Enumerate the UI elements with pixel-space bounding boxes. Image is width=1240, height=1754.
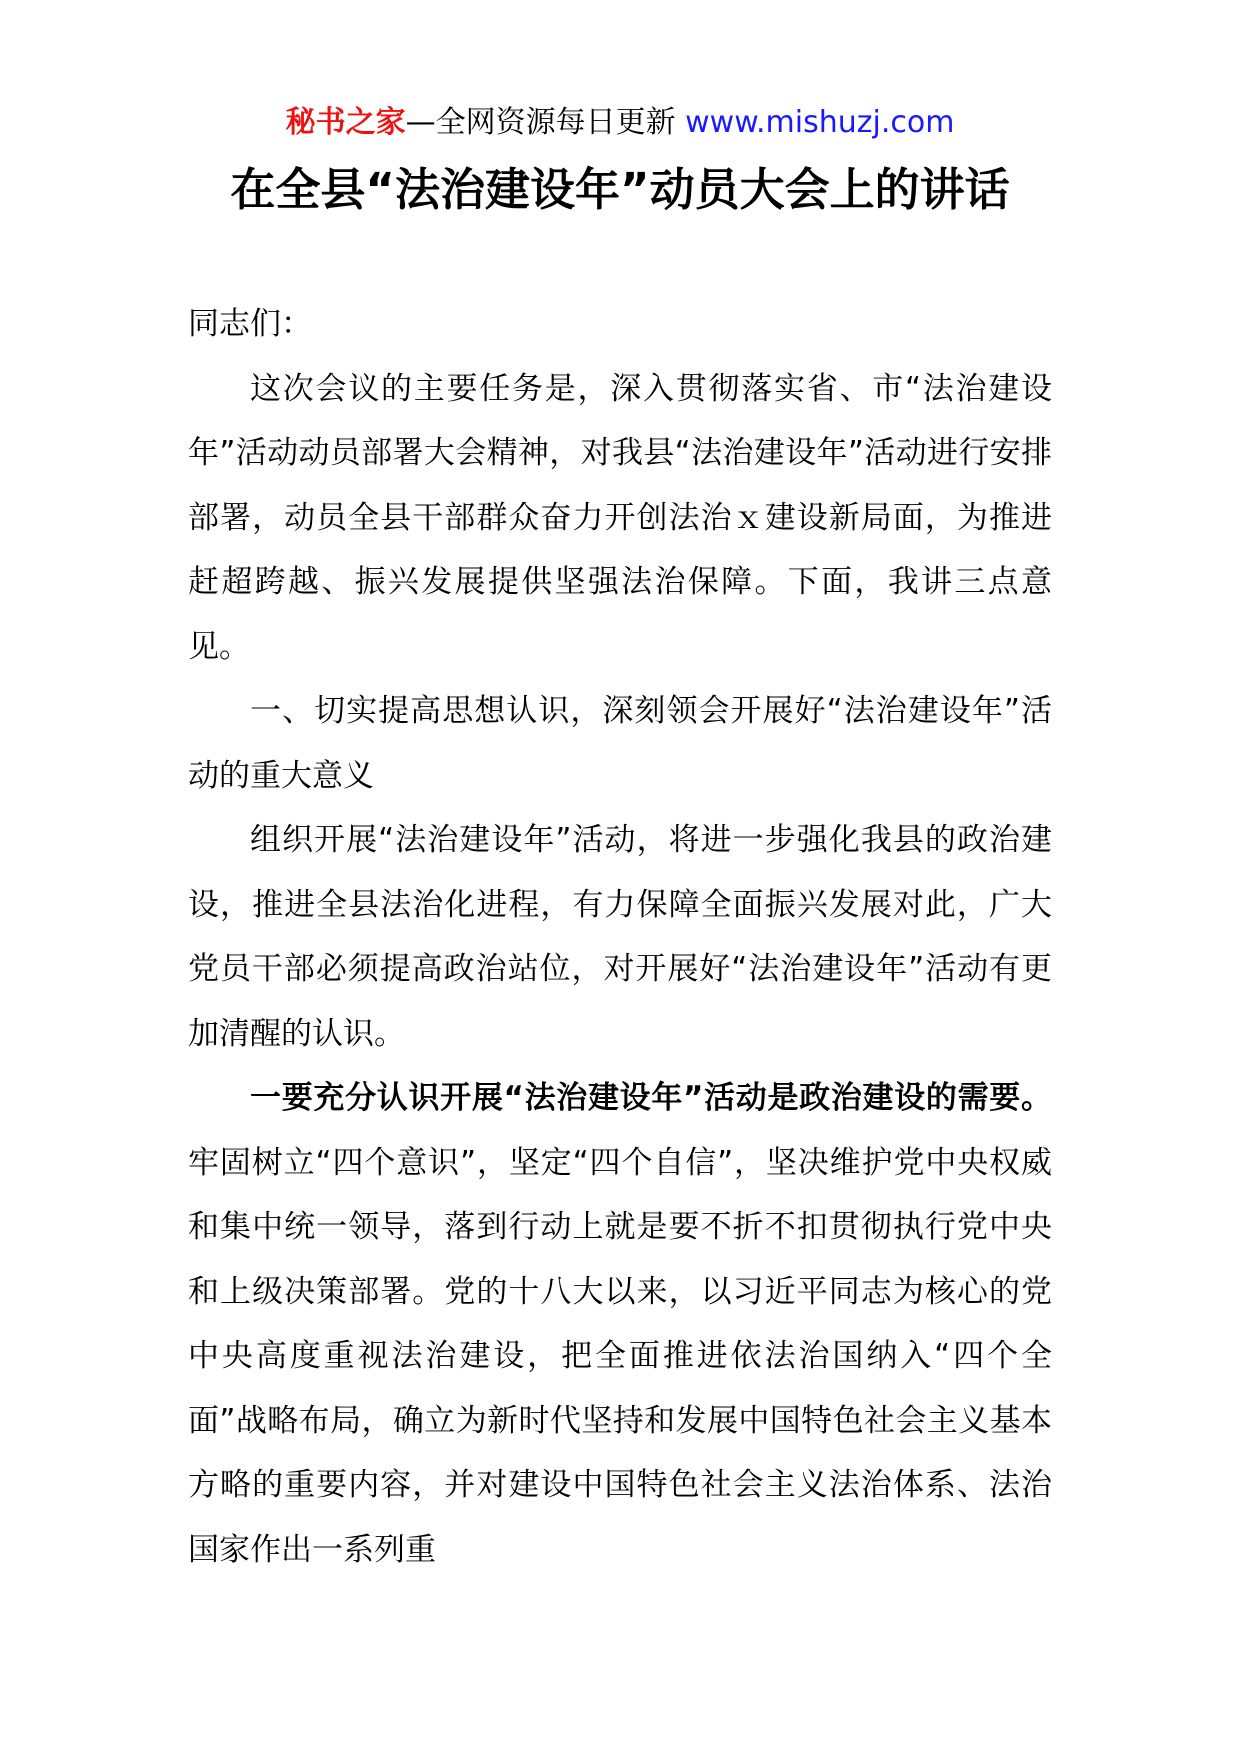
point-paragraph <box>188 1066 1052 1582</box>
document-body <box>188 292 1052 1582</box>
site-header <box>0 100 1240 146</box>
body-paragraph: 组织开展“法治建设年”活动，将进一步强化我县的政治建设，推进全县法治化进程，有力保障全面振兴发展对此，广大党员干部必须提高政治站位，对开展好“法治建设年”活动有更加清醒的认识。 <box>188 822 1052 1052</box>
section-heading: 一、切实提高思想认识，深刻领会开展好“法治建设年”活动的重大意义 <box>188 693 1052 794</box>
salutation: 同志们： <box>188 306 312 342</box>
site-brand: 秘书之家 <box>285 105 406 140</box>
site-url-link[interactable]: www.mishuzj.com <box>685 105 955 140</box>
point-lead: 一要充分认识开展“法治建设年”活动是政治建设的需要。 <box>250 1080 1052 1116</box>
body-paragraph: 这次会议的主要任务是，深入贯彻落实省、市“法治建设年”活动动员部署大会精神，对我县“法治建设年”活动进行安排部署，动员全县干部群众奋力开创法治ｘ建设新局面，为推进赶超跨越、振兴发展提供坚强法治保障。下面，我讲三点意见。 <box>188 370 1052 665</box>
point-text: 牢固树立“四个意识”，坚定“四个自信”，坚决维护党中央权威和集中统一领导，落到行动上就是要不折不扣贯彻执行党中央和上级决策部署。党的十八大以来，以习近平同志为核心的党中央高度重视法治建设，把全面推进依法治国纳入“四个全面”战略布局，确立为新时代坚持和发展中国特色社会主义基本方略的重要内容，并对建设中国特色社会主义法治体系、法治国家作出一系列重 <box>188 1144 1052 1568</box>
site-tagline: —全网资源每日更新 <box>405 105 686 140</box>
document-title: 在全县“法治建设年”动员大会上的讲话 <box>230 163 1010 216</box>
